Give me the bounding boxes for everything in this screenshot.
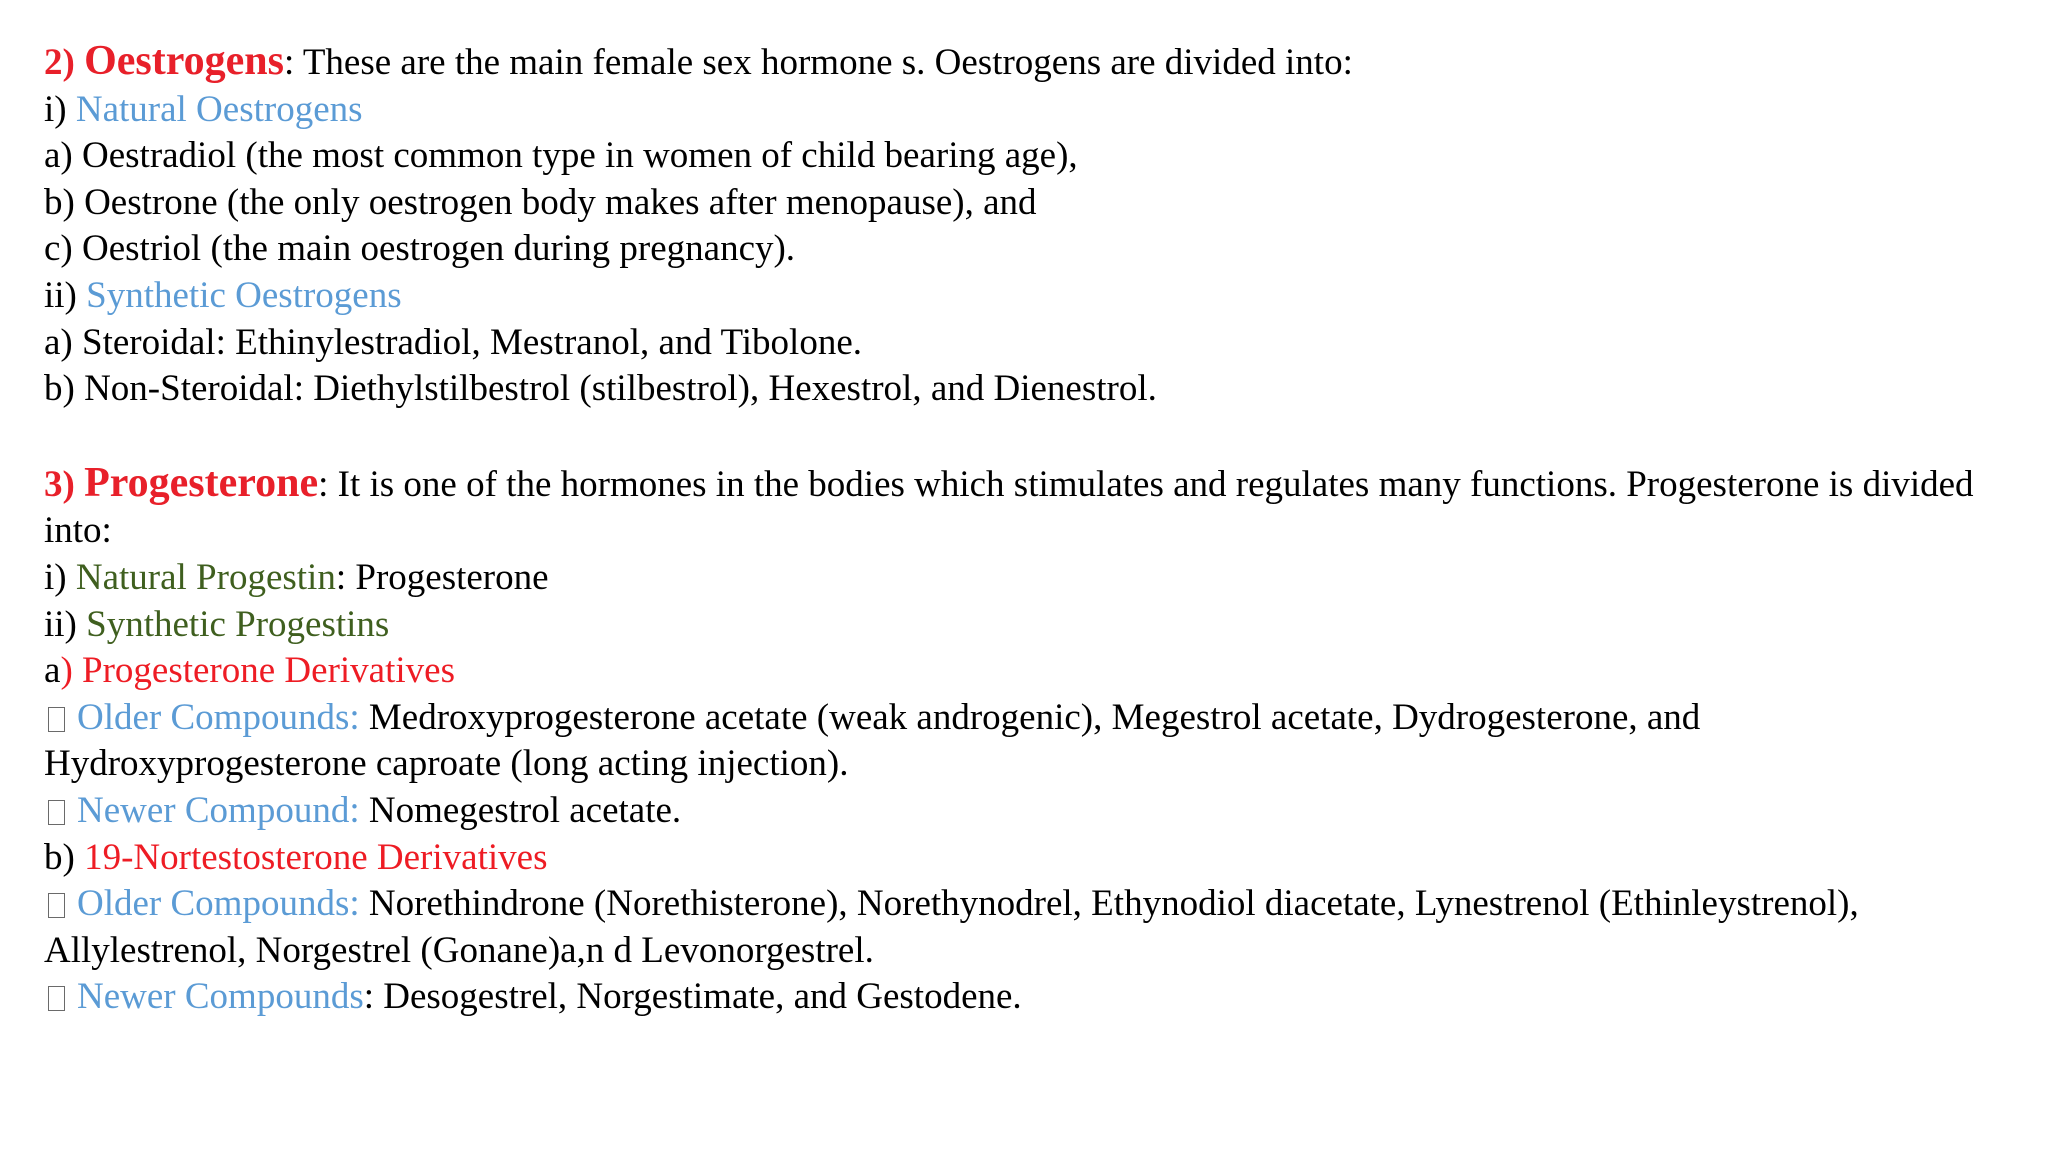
newer-compound-label: Newer Compound: xyxy=(77,789,360,831)
synthetic-progestins-heading xyxy=(44,602,2024,649)
progesterone-derivatives-label: ) Progesterone Derivatives xyxy=(60,650,455,692)
natural-progestin-label: Natural Progestin xyxy=(75,556,336,598)
progesterone-derivatives-prefix: a xyxy=(44,650,61,692)
progesterone-intro: : It is one of the hormones in the bodies which stimulates and regulates many functions. Progesterone is divided into: xyxy=(44,463,1974,552)
natural-oestrogens-prefix: i) xyxy=(44,88,76,130)
synthetic-oestrogen-item: b) Non-Steroidal: Diethylstilbestrol (stilbestrol), Hexestrol, and Dienestrol. xyxy=(44,368,1157,410)
older-compounds-text: Medroxyprogesterone acetate (weak androgenic), Megestrol acetate, Dydrogesterone, and Hydroxyprogesterone caproate (long acting injection). xyxy=(44,696,1701,785)
natural-progestin-prefix: i) xyxy=(44,556,76,598)
natural-oestrogen-item: b) Oestrone (the only oestrogen body makes after menopause), and xyxy=(44,181,1037,223)
bullet-box-icon xyxy=(48,893,65,918)
nortestosterone-derivatives-prefix: b) xyxy=(44,836,85,878)
natural-oestrogens-label: Natural Oestrogens xyxy=(75,88,363,130)
progesterone-title: Progesterone xyxy=(84,459,319,506)
nortestosterone-derivatives-heading xyxy=(44,835,2024,882)
synthetic-oestrogen-item: a) Steroidal: Ethinylestradiol, Mestranol, and Tibolone. xyxy=(44,321,863,363)
older-compounds-label: Older Compounds: xyxy=(77,883,360,925)
older-compounds-label: Older Compounds: xyxy=(77,696,360,738)
natural-oestrogens-heading xyxy=(44,87,2024,134)
synthetic-progestins-prefix: ii) xyxy=(44,603,87,645)
nortestosterone-derivatives-label: 19-Nortestosterone Derivatives xyxy=(84,836,548,878)
document-page xyxy=(44,38,2024,1021)
synthetic-oestrogens-prefix: ii) xyxy=(44,274,87,316)
bullet-box-icon xyxy=(48,986,65,1011)
section-spacer xyxy=(44,413,2024,460)
progesterone-newer-compound xyxy=(44,788,2024,835)
nortestosterone-older-compounds xyxy=(44,881,2024,974)
progesterone-older-compounds xyxy=(44,695,2024,788)
newer-compounds-label: Newer Compounds xyxy=(77,976,364,1018)
progesterone-number: 3) xyxy=(44,463,75,505)
nortestosterone-newer-compounds xyxy=(44,974,2024,1021)
natural-progestin-value: : Progesterone xyxy=(335,556,549,598)
oestrogens-title: Oestrogens xyxy=(84,38,284,84)
progesterone-derivatives-heading xyxy=(44,648,2024,695)
progesterone-heading-paragraph xyxy=(44,460,2024,555)
oestrogens-heading-line xyxy=(44,38,2024,87)
synthetic-oestrogens-label: Synthetic Oestrogens xyxy=(86,274,402,316)
newer-compounds-text: : Desogestrel, Norgestimate, and Gestodene. xyxy=(363,976,1022,1018)
natural-oestrogen-item: c) Oestriol (the main oestrogen during pregnancy). xyxy=(44,228,796,270)
older-compounds-text: Norethindrone (Norethisterone), Norethynodrel, Ethynodiol diacetate, Lynestrenol (Ethinleystrenol), Allylestrenol, Norgestrel (Gonane)a,n d Levonorgestrel. xyxy=(44,883,1859,971)
oestrogens-number: 2) xyxy=(44,42,75,83)
synthetic-progestins-label: Synthetic Progestins xyxy=(86,603,390,645)
bullet-box-icon xyxy=(48,800,65,825)
synthetic-oestrogens-heading xyxy=(44,273,2024,320)
natural-oestrogen-item: a) Oestradiol (the most common type in women of child bearing age), xyxy=(44,135,1078,177)
bullet-box-icon xyxy=(48,707,65,732)
natural-progestin-line xyxy=(44,555,2024,602)
newer-compound-text: Nomegestrol acetate. xyxy=(359,789,682,831)
oestrogens-intro: : These are the main female sex hormone s. Oestrogens are divided into: xyxy=(283,42,1353,83)
